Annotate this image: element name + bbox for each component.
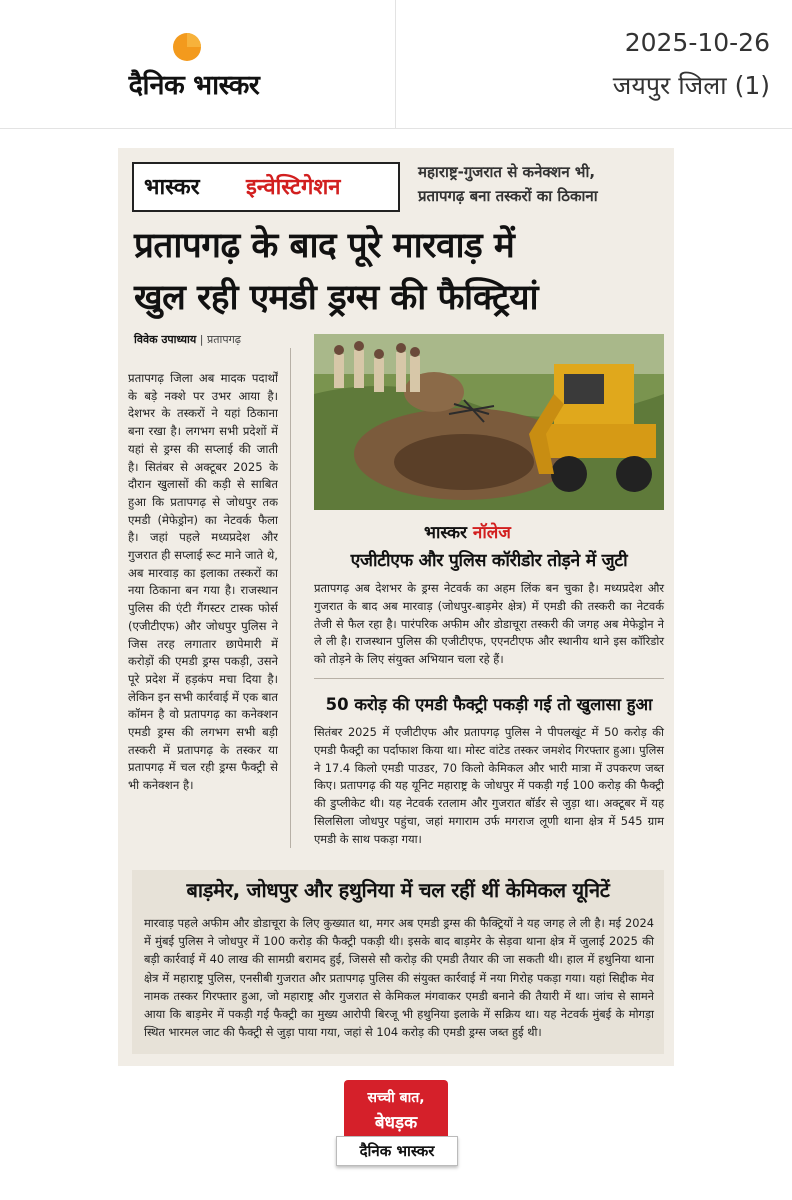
- deck: [418, 160, 668, 208]
- byline-author: विवेक उपाध्याय: [134, 333, 197, 346]
- news-clipping: [118, 148, 674, 1066]
- brand-logo[interactable]: [86, 26, 302, 106]
- slogan-badge[interactable]: [336, 1080, 456, 1172]
- knowledge-tag: [424, 520, 511, 543]
- left-column-text: प्रतापगढ़ जिला अब मादक पदार्थों के बड़े नक्शे पर उभर आया है। देशभर के तस्करों ने यहां ठिकाना बना रखा है। लगभग सभी प्रदेशों में यहां से ड्रग्स की सप्लाई की जाती है। सितंबर से अक्टूबर 2025 के दौरान खुलासों की कड़ी से साबित हुआ कि प्रतापगढ़ से जोधपुर तक एमडी (मेफेड्रोन) का नेटवर्क फैला है। जहां पहले मध्यप्रदेश और गुजरात ही सप्लाई रूट माने जाते थे, अब मारवाड़ का इलाका तस्करों का नया ठिकाना बन गया है। राजस्थान पुलिस की एंटी गैंगस्टर टास्क फोर्स (एजीटीएफ) और जोधपुर पुलिस ने जिस तरह लगातार छापेमारी में करोड़ों की एमडी ड्रग्स पकड़ी, उसने पूरे प्रदेश में हड़कंप मचा दिया है। लेकिन इन सभी कार्रवाई में एक बात कॉमन है वो प्रतापगढ़ का कनेक्शन एमडी ड्रग्स की लगभग सभी बड़ी तस्करी में प्रतापगढ़ के तस्कर या प्रतापगढ़ में चल रही ड्रग्स फैक्ट्री से भी कनेक्शन है।: [128, 371, 278, 793]
- knowledge-tag-black: भास्कर: [424, 523, 467, 543]
- headline-line-1: प्रतापगढ़ के बाद पूरे मारवाड़ में: [134, 226, 515, 266]
- knowledge-body: प्रतापगढ़ अब देशभर के ड्रग्स नेटवर्क का अहम लिंक बन चुका है। मध्यप्रदेश और गुजरात के बाद अब मारवाड़ (जोधपुर-बाड़मेर क्षेत्र) में एमडी की तस्करी का नेटवर्क तेजी से फैल रहा है। पारंपरिक अफीम और डोडाचूरा तस्करी की जगह अब मेफेड्रोन ने ले ली है। राजस्थान पुलिस की एजीटीएफ, एएनटीएफ और स्थानीय थाने इस कॉरिडोर को तोड़ने के लिए संयुक्त अभियान चला रहे हैं।: [314, 581, 664, 667]
- factory-body: सितंबर 2025 में एजीटीएफ और प्रतापगढ़ पुलिस ने पीपलखूंट में 50 करोड़ की एमडी फैक्ट्री का पर्दाफाश किया था। मोस्ट वांटेड तस्कर जमशेद गिरफ्तार हुआ। पुलिस ने 17.4 किलो एमडी पाउडर, 70 किलो केमिकल और भारी मात्रा में उपकरण जब्त किए। प्रतापगढ़ की यह यूनिट महाराष्ट्र के जोधपुर में पकड़ी गई 100 करोड़ की फैक्ट्री की डुप्लीकेट थी। यह नेटवर्क रतलाम और गुजरात बॉर्डर से जुड़ा था। अक्टूबर में यह सिलसिला जोधपुर पहुंचा, जहां मगाराम उर्फ मगराज लूणी थाना क्षेत्र में 545 ग्राम एमडी के साथ पकड़ा गया।: [314, 725, 664, 846]
- factory-section: [314, 690, 664, 860]
- sun-logo-icon: [170, 30, 204, 64]
- deck-line-1: महाराष्ट्र-गुजरात से कनेक्शन भी,: [418, 163, 596, 181]
- knowledge-section: [314, 518, 664, 668]
- chemical-units-title: बाड़मेर, जोधपुर और हथुनिया में चल रहीं थीं केमिकल यूनिटें: [186, 878, 610, 902]
- column-rule: [290, 348, 291, 848]
- headline: [134, 220, 662, 324]
- chemical-units-box: [132, 870, 664, 1054]
- excavation-scene-image: [314, 334, 664, 510]
- news-photo: [314, 334, 664, 510]
- headline-line-2: खुल रही एमडी ड्रग्स की फैक्ट्रियां: [134, 278, 539, 318]
- slogan-line-2: बेधड़क: [374, 1113, 418, 1133]
- kicker-red: इन्वेस्टिगेशन: [246, 175, 341, 200]
- kicker-black: भास्कर: [144, 175, 200, 200]
- edition-name[interactable]: जयपुर जिला (1): [612, 71, 770, 100]
- byline: [134, 332, 241, 347]
- app-header: [0, 0, 792, 129]
- slogan-line-1: सच्ची बात,: [367, 1090, 425, 1106]
- factory-title: 50 करोड़ की एमडी फैक्ट्री पकड़ी गई तो खुलासा हुआ: [325, 695, 653, 714]
- knowledge-tag-red: नॉलेज: [472, 523, 511, 543]
- byline-separator: |: [199, 333, 207, 346]
- deck-line-2: प्रतापगढ़ बना तस्करों का ठिकाना: [418, 187, 598, 205]
- edition-date: 2025-10-26: [624, 28, 770, 57]
- slogan-paper-logo: [336, 1136, 458, 1166]
- slogan-paper-name: दैनिक भास्कर: [359, 1142, 435, 1160]
- knowledge-title: एजीटीएफ और पुलिस कॉरीडोर तोड़ने में जुटी: [350, 551, 628, 571]
- chemical-units-body: मारवाड़ पहले अफीम और डोडाचूरा के लिए कुख्यात था, मगर अब एमडी ड्रग्स की फैक्ट्रियों ने यह जगह ले ली है। मई 2024 में मुंबई पुलिस ने जोधपुर में 100 करोड़ की फैक्ट्री पकड़ी थी। इसके बाद बाड़मेर के सेड़वा थाना क्षेत्र में जुलाई 2025 की बड़ी कार्रवाई में 40 लाख की सामग्री बरामद हुई, जिससे सौ करोड़ की एमडी तैयार की जा सकती थी। हाल में हथुनिया थाना क्षेत्र में महाराष्ट्र पुलिस, एनसीबी गुजरात और प्रतापगढ़ पुलिस की संयुक्त कार्रवाई में नया गिरोह पकड़ा गया। यहां सिद्दीक मेव नामक तस्कर गिरफ्तार हुआ, जो महाराष्ट्र और गुजरात से केमिकल मंगवाकर एमडी बनाने की तैयारी में था। जांच से सामने आया कि बाड़मेर में पकड़ी गई फैक्ट्री का मुख्य आरोपी बिरजू भी हथुनिया इलाके में सक्रिय था। यह नेटवर्क मुंबई के मोगड़ा स्थित भारमल जाट की फैक्ट्री से जुड़ा पाया गया, जहां से 104 करोड़ की एमडी ड्रग्स जब्त हुई थी।: [144, 916, 654, 1040]
- kicker-box: [132, 162, 400, 212]
- section-rule: [314, 678, 664, 679]
- brand-name: दैनिक भास्कर: [128, 70, 260, 101]
- header-divider: [395, 0, 396, 128]
- byline-place: प्रतापगढ़: [206, 333, 241, 346]
- slogan-red-panel: [344, 1080, 448, 1140]
